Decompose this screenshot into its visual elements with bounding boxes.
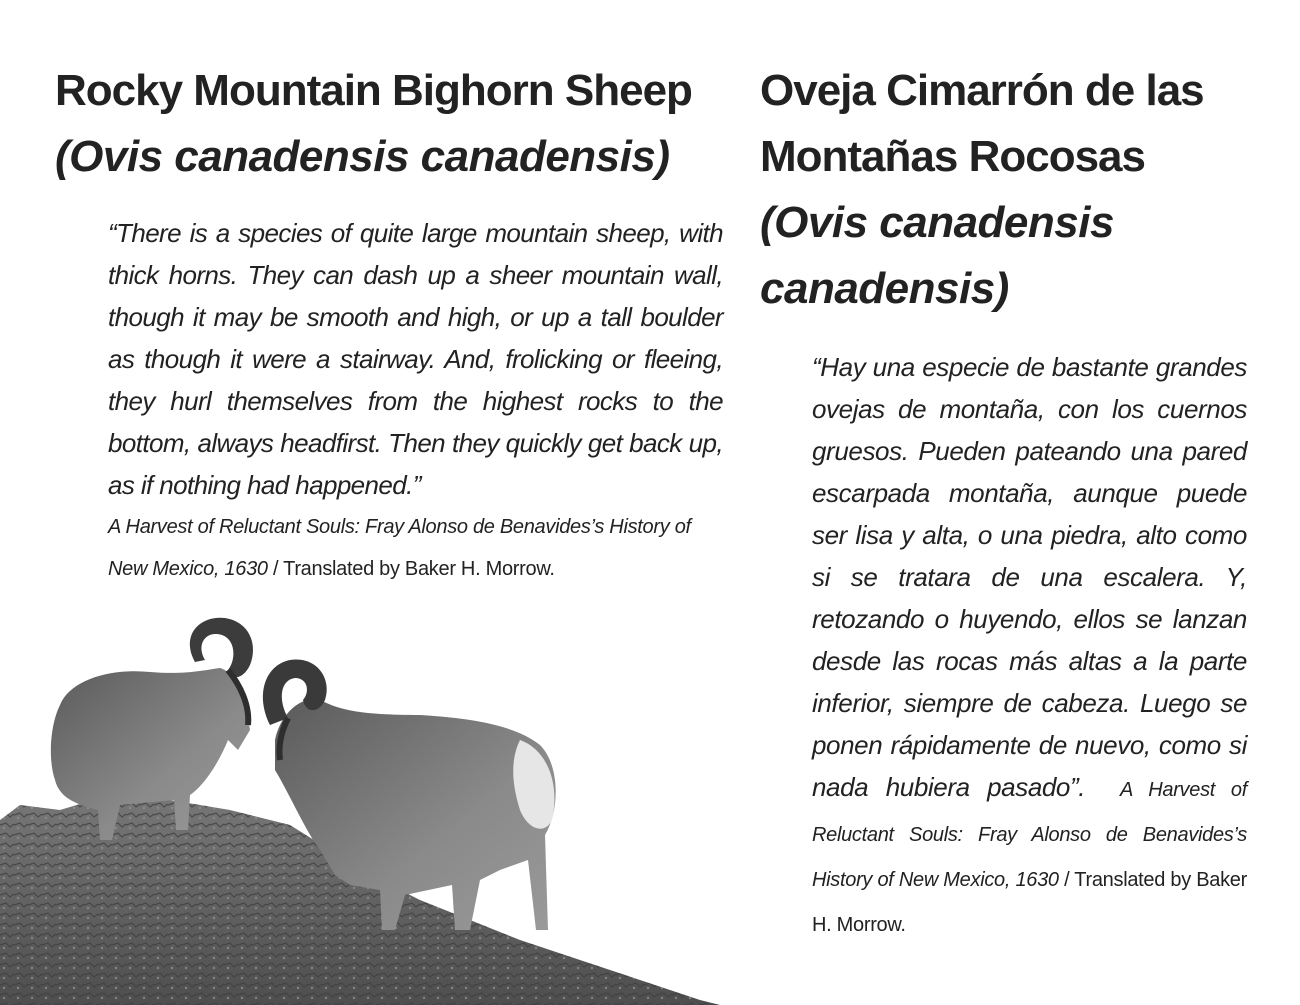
english-title: Rocky Mountain Bighorn Sheep bbox=[55, 66, 692, 115]
spanish-source-title: A Harvest of Reluctant Souls: Fray Alonso de Benavides’s History of New Mexico, 1630 bbox=[812, 779, 1248, 891]
spanish-column bbox=[760, 58, 1260, 946]
spanish-quote-text: “Hay una especie de bastante grandes ovejas de montaña, con los cuernos gruesos. Pueden pateando una pared escarpada montaña, aunque puede ser lisa y alta, o una piedra, alto como si se tratara de una escalera. Y, retozando o huyendo, ellos se lanzan desde las rocas más altas a la parte inferior, siempre de cabeza. Luego se ponen rápidamente de nuevo, como si nada hubiera pasado”. bbox=[812, 352, 1247, 802]
english-scientific-name: (Ovis canadensis canadensis) bbox=[55, 132, 670, 181]
english-citation bbox=[108, 506, 723, 590]
english-source-title: A Harvest of Reluctant Souls: Fray Alonso de Benavides’s History of New Mexico, 1630 bbox=[108, 516, 691, 580]
english-column bbox=[55, 58, 735, 590]
spanish-quote-block bbox=[812, 346, 1247, 946]
english-quote: “There is a species of quite large mountain sheep, with thick horns. They can dash up a sheer mountain wall, though it may be smooth and high, or up a tall boulder as though it were a stairway. And, frolicking or fleeing, they hurl themselves from the highest rocks to the bottom, always headfirst. Then they quickly get back up, as if nothing had happened.” bbox=[108, 218, 723, 500]
spanish-title: Oveja Cimarrón de las Montañas Rocosas bbox=[760, 66, 1204, 181]
english-quote-block bbox=[108, 212, 723, 590]
spanish-scientific-name: (Ovis canadensis canadensis) bbox=[760, 198, 1114, 313]
spanish-translator: / Translated by Baker H. Morrow. bbox=[812, 869, 1247, 936]
bighorn-sheep-photo bbox=[0, 600, 720, 1005]
spanish-quote bbox=[812, 346, 1247, 946]
english-translator: / Translated by Baker H. Morrow. bbox=[267, 558, 555, 580]
